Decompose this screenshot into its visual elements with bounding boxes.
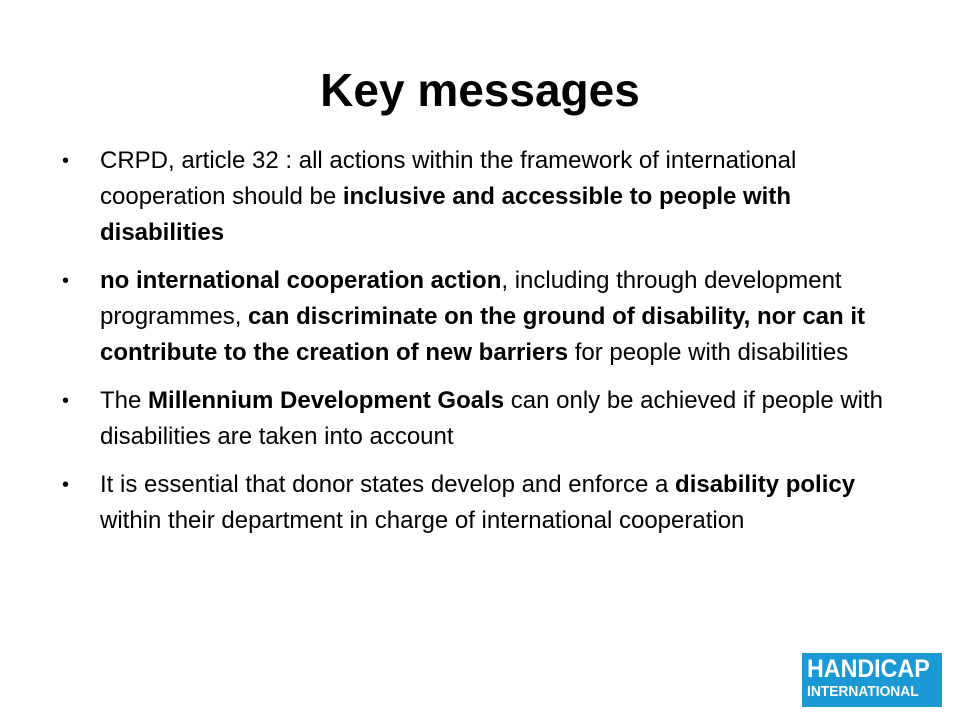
bullet-text-segment: for people with disabilities <box>568 339 849 366</box>
bullet-text-segment-bold: disability policy <box>675 471 856 498</box>
logo-line-international: INTERNATIONAL <box>807 683 919 700</box>
handicap-international-logo <box>802 653 942 707</box>
bullet-text-segment: within their department in charge of international cooperation <box>100 507 745 534</box>
bullet-text-segment-bold: can discriminate on the ground of disability, nor can it contribute to the creation of new barriers <box>100 303 866 366</box>
bullet-text-segment-bold: Millennium Development Goals <box>148 387 505 414</box>
bullet-icon: • <box>62 390 70 412</box>
logo-line-handicap: HANDICAP <box>807 655 930 683</box>
bullet-text-segment: It is essential that donor states develop and enforce a <box>100 471 676 498</box>
bullet-item <box>62 263 892 371</box>
bullet-icon: • <box>62 150 70 172</box>
bullet-icon: • <box>62 270 70 292</box>
bullet-text-segment-bold: no international cooperation action <box>100 267 502 294</box>
bullet-item <box>62 467 892 539</box>
bullet-item <box>62 143 892 251</box>
bullet-list <box>62 143 892 551</box>
slide-title: Key messages <box>320 64 640 116</box>
bullet-item <box>62 383 892 455</box>
bullet-text-segment: The <box>100 387 149 414</box>
bullet-text-segment: can only be achieved if people with disabilities are taken into account <box>100 387 884 450</box>
bullet-icon: • <box>62 474 70 496</box>
bullet-text-segment: , including through development programmes, <box>100 267 842 330</box>
bullet-text-segment-bold: inclusive and accessible to people with disabilities <box>100 183 791 246</box>
bullet-text-segment: CRPD, article 32 : all actions within the framework of international cooperation should be <box>100 147 797 210</box>
